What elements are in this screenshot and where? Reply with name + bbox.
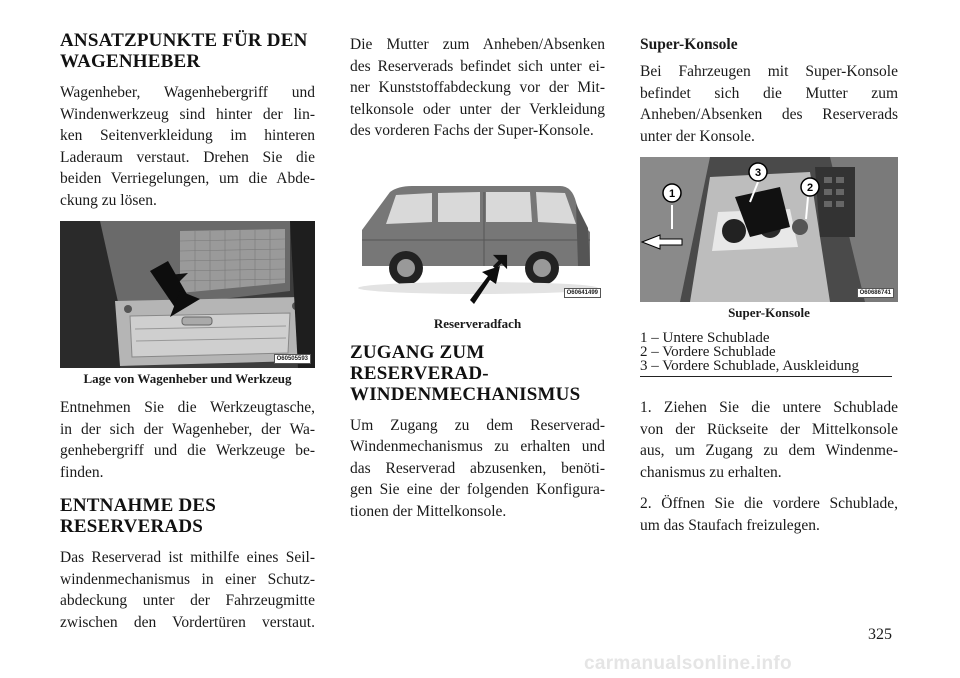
- step-2: [640, 493, 898, 536]
- figure-legend: [640, 331, 898, 373]
- figure-caption: Lage von Wagenheber und Werkzeug: [83, 371, 292, 386]
- callout-3: [749, 163, 767, 181]
- figure-caption: Super-Konsole: [728, 305, 810, 320]
- jack-compartment-illustration: [60, 221, 315, 368]
- text-line: befindet sich die Mutter zum: [640, 84, 898, 102]
- figure-caption: Reserveradfach: [433, 315, 522, 331]
- paragraph-tool-bag: [60, 397, 315, 483]
- heading-line: ENTNAHME DES: [60, 495, 217, 516]
- text-line: zwischen den Vordertüren verstaut.: [60, 613, 315, 631]
- paragraph-super-console: [640, 61, 898, 147]
- watermark: carmanualsonline.info: [584, 653, 792, 674]
- text-line: tionen der Mittelkonsole.: [350, 502, 507, 520]
- text-line: ckung zu lösen.: [60, 191, 157, 209]
- svg-text:1: 1: [668, 188, 676, 200]
- text-line: Laderaum verstaut. Drehen Sie die: [60, 148, 315, 166]
- heading-winch-access: [350, 342, 605, 405]
- heading-line: RESERVERAD-: [350, 362, 489, 384]
- text-line: abdeckung unter der Fahrzeugmitte: [60, 592, 315, 609]
- step-1: [640, 397, 898, 483]
- legend-divider: [640, 376, 892, 377]
- text-line: chanismus zu erhalten.: [640, 463, 782, 481]
- text-line: ken Seitenverkleidung im hinteren: [60, 127, 315, 144]
- heading-spare-removal: [60, 495, 315, 537]
- figure-ref-code: O60505593: [274, 354, 311, 364]
- text-line: Anheben/Absenken des Reserverads: [640, 106, 898, 123]
- text-line: Windenmechanismus zu erhalten und: [350, 438, 605, 455]
- paragraph-lift-nut: [350, 34, 605, 142]
- text-line: 2. Öffnen Sie die vordere Schublade,: [640, 495, 898, 512]
- text-line: in der sich der Wagenheber, der Wa-: [60, 420, 315, 438]
- svg-text:2: 2: [806, 182, 814, 194]
- heading-line: WAGENHEBER: [60, 51, 201, 72]
- column-2: [350, 34, 605, 532]
- paragraph-spare-stowage: [60, 547, 315, 633]
- paragraph-winch-access: [350, 415, 605, 523]
- text-line: ner Kunststoffabdeckung vor der Mit-: [350, 79, 605, 96]
- legend-item: 3 – Vordere Schublade, Auskleidung: [640, 358, 860, 374]
- heading-line: RESERVERADS: [60, 516, 204, 537]
- text-line: Wagenheber, Wagenhebergriff und: [60, 84, 315, 101]
- text-line: das Reserverad abzusenken, benöti-: [350, 459, 605, 477]
- text-line: finden.: [60, 463, 104, 481]
- heading-line: ZUGANG ZUM: [350, 341, 485, 363]
- text-line: Die Mutter zum Anheben/Absenken: [350, 36, 605, 53]
- callout-2: [801, 178, 819, 196]
- text-line: Bei Fahrzeugen mit Super-Konsole: [640, 63, 898, 80]
- text-line: unter der Konsole.: [640, 127, 755, 145]
- figure-ref-code: O60686741: [857, 288, 894, 298]
- heading-line: WINDENMECHANISMUS: [350, 383, 581, 405]
- text-line: des vorderen Fachs der Super-Konsole.: [350, 122, 594, 139]
- text-line: um das Staufach freizulegen.: [640, 516, 820, 534]
- text-line: telkonsole oder unter der Verkleidung: [350, 100, 605, 118]
- text-line: gen Sie eine der folgenden Konfigura-: [350, 481, 605, 498]
- text-line: beiden Verriegelungen, um die Abde-: [60, 170, 315, 187]
- callout-1: [663, 184, 681, 202]
- figure-ref-code: O60641499: [564, 288, 601, 298]
- subheading-super-console: Super-Konsole: [640, 36, 738, 53]
- text-line: von der Rückseite der Mittelkonsole: [640, 420, 898, 438]
- paragraph-jack-location: [60, 82, 315, 211]
- heading-line: ANSATZPUNKTE FÜR DEN: [60, 30, 308, 51]
- text-line: Windenwerkzeug sind hinter der lin-: [60, 105, 315, 123]
- page-number: 325: [868, 626, 892, 643]
- legend-item: 2 – Vordere Schublade: [640, 344, 776, 360]
- figure-jack-and-tools: [60, 221, 315, 368]
- text-line: Entnehmen Sie die Werkzeugtasche,: [60, 399, 315, 416]
- text-line: genhebergriff und die Werkzeuge be-: [60, 442, 315, 459]
- svg-text:3: 3: [754, 167, 762, 179]
- text-line: Das Reserverad ist mithilfe eines Seil-: [60, 549, 315, 566]
- text-line: aus, um Zugang zu dem Windenme-: [640, 442, 898, 459]
- text-line: Um Zugang zu dem Reserverad-: [350, 416, 605, 434]
- figure-super-console: [640, 157, 898, 302]
- column-3: [640, 34, 898, 546]
- column-1: [60, 30, 315, 643]
- super-console-illustration: [640, 157, 898, 302]
- text-line: des Reserverads befindet sich unter ei-: [350, 57, 605, 75]
- text-line: 1. Ziehen Sie die untere Schublade: [640, 399, 898, 416]
- text-line: windenmechanismus in einer Schutz-: [60, 570, 315, 588]
- figure-spare-compartment: [350, 162, 605, 312]
- legend-item: 1 – Untere Schublade: [640, 330, 770, 346]
- heading-jack-points: [60, 30, 315, 72]
